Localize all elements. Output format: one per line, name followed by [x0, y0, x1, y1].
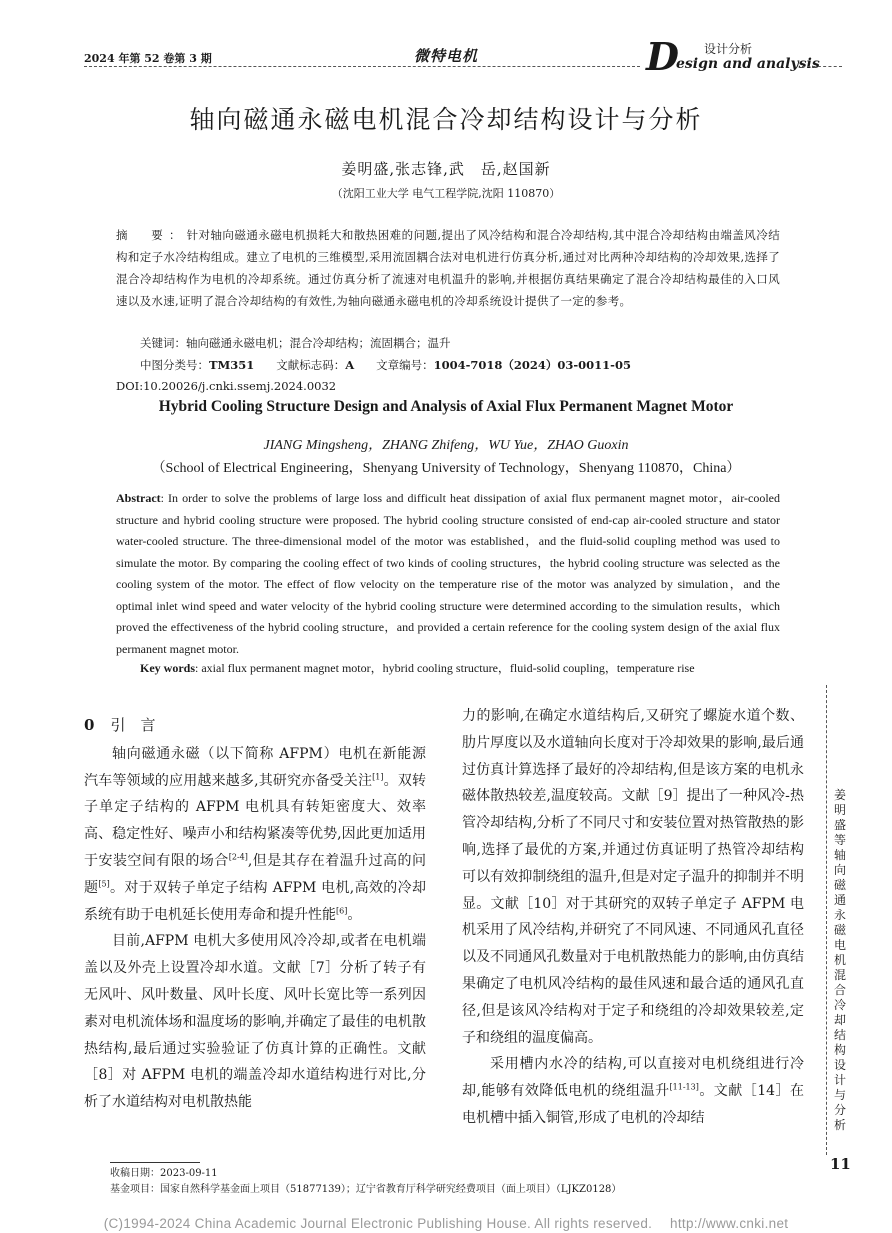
- header-divider: [802, 66, 842, 67]
- copyright-notice: (C)1994-2024 China Academic Journal Electronic Publishing House. All rights reserved. http://www.cnki.net: [103, 1216, 789, 1231]
- paragraph: [462, 1051, 804, 1131]
- keywords-cn-label: 关键词：: [140, 336, 186, 350]
- abstract-cn-text: 针对轴向磁通永磁电机损耗大和散热困难的问题,提出了风冷结构和混合冷却结构,其中混合冷却结构由端盖风冷结构和定子水冷结构组成。建立了电机的三维模型,采用流固耦合法对电机进行仿真分析,通过对比两种冷却结构的冷却效果,选择了混合冷却结构作为电机的冷却系统。通过仿真分析了流速对电机温升的影响,并根据仿真结果确定了混合冷却结构最佳的入口风速以及水速,证明了混合冷却结构的有效性,为轴向磁通永磁电机的冷却系统设计提供了一定的参考。: [116, 228, 781, 308]
- paragraph-text: 。: [347, 906, 362, 923]
- paragraph-text: 。双转子单定子结构的 AFPM 电机具有转矩密度大、效率高、稳定性好、噪声小和结构紧凑等优势,因此更加适用于安装空间有限的场合: [84, 772, 427, 869]
- header-divider: [84, 66, 640, 67]
- citation: [2-4]: [228, 852, 248, 862]
- affiliation-en: （School of Electrical Engineering，Shenyang University of Technology，Shenyang 110870，China）: [151, 461, 741, 476]
- classification-line: [140, 355, 631, 375]
- paragraph-text: 。对于双转子单定子结构 AFPM 电机,高效的冷却系统有助于电机延长使用寿命和提升性能: [84, 879, 426, 923]
- side-running-title: 姜明盛等 轴向磁通永磁电机混合冷却结构设计与分析: [833, 788, 859, 1132]
- article-no-label: 文章编号：: [376, 358, 434, 372]
- article-no-value: 1004-7018（2024）03-0011-05: [433, 358, 631, 372]
- citation: [5]: [98, 879, 110, 889]
- abstract-en-text: : In order to solve the problems of large loss and difficult heat dissipation of axial flux permanent magnet motor，air-cooled structure and hybrid cooling structure were proposed. The hybrid cooling structure consisted of end-cap air-cooled structure and stator water-cooled structure. The three-dimensional model of the motor was established，and the fluid-solid coupling method was used to simulate the motor. By comparing the cooling effect of two kinds of cooling structures，the hybrid cooling structure was selected as the cooling system of the motor. The effect of flow velocity on the temperature rise of the motor was analyzed by simulation，and the optimal inlet wind speed and water velocity of the hybrid cooling structure were determined according to the simulation results，which proved the effectiveness of the hybrid cooling structure，and provided a certain reference for the cooling system design of the axial flux permanent magnet motor.: [116, 491, 780, 656]
- paper-title-en: Hybrid Cooling Structure Design and Analysis of Axial Flux Permanent Magnet Motor: [158, 398, 734, 415]
- paragraph-text: 采用槽内水冷的结构,可以直接对电机绕组进行冷却,能够有效降低电机的绕组温升: [462, 1056, 804, 1100]
- citation: [1]: [372, 771, 384, 781]
- running-header: [84, 34, 820, 79]
- authors-en: JIANG Mingsheng，ZHANG Zhifeng，WU Yue，ZHAO Guoxin: [263, 438, 629, 453]
- paragraph-text: 。文献［14］在电机槽中插入铜管,形成了电机的冷却结: [462, 1083, 804, 1126]
- journal-name: 微特电机: [414, 47, 479, 65]
- abstract-en: [116, 488, 780, 660]
- section-letter: D: [646, 34, 679, 79]
- body-column-right: [462, 703, 804, 1132]
- section-heading: [84, 712, 426, 739]
- keywords-cn: [140, 333, 451, 353]
- doi: DOI:10.20026/j.cnki.ssemj.2024.0032: [116, 379, 337, 393]
- citation: [6]: [336, 905, 348, 915]
- section-name-cn: 设计分析: [704, 42, 753, 56]
- page-number: 11: [830, 1155, 851, 1173]
- received-date: 收稿日期：2023-09-11: [110, 1168, 218, 1179]
- footnote-divider: [110, 1162, 200, 1163]
- keywords-cn-text: 轴向磁通永磁电机；混合冷却结构；流固耦合；温升: [186, 336, 451, 350]
- clc-value: TM351: [209, 358, 255, 372]
- clc-label: 中图分类号：: [140, 358, 209, 372]
- doc-code-label: 文献标志码：: [276, 358, 346, 372]
- citation: [11-13]: [669, 1082, 699, 1092]
- issue-info: 2024 年第 52 卷第 3 期: [84, 52, 212, 65]
- authors-cn: 姜明盛,张志锋,武 岳,赵国新: [341, 160, 551, 178]
- section-number: 0: [84, 716, 95, 734]
- affiliation-cn: （沈阳工业大学 电气工程学院,沈阳 110870）: [331, 187, 561, 200]
- keywords-en: [140, 659, 780, 676]
- abstract-en-label: Abstract: [116, 491, 161, 505]
- abstract-cn: [116, 224, 780, 312]
- paragraph-text: ,但是其存在着温升过高的问题: [84, 852, 427, 896]
- section-title: 引 言: [110, 716, 156, 734]
- paragraph: [84, 741, 426, 929]
- paper-title-cn: 轴向磁通永磁电机混合冷却结构设计与分析: [189, 105, 703, 134]
- side-divider: [826, 685, 827, 1155]
- body-column-left: [84, 712, 426, 1116]
- keywords-en-text: : axial flux permanent magnet motor，hybrid cooling structure，fluid-solid coupling，temperature rise: [195, 661, 695, 675]
- keywords-en-label: Key words: [140, 661, 195, 675]
- abstract-cn-label: 摘 要：: [116, 228, 187, 242]
- section-name-en: esign and analysis: [676, 56, 820, 72]
- paragraph: 目前,AFPM 电机大多使用风冷冷却,或者在电机端盖以及外壳上设置冷却水道。文献［7］分析了转子有无风叶、风叶数量、风叶长度、风叶长宽比等一系列因素对电机流体场和温度场的影响,并确定了最佳的电机散热结构,最后通过实验验证了仿真计算的正确性。文献［8］对 AFPM 电机的端盖冷却水道结构进行对比,分析了水道结构对电机散热能: [84, 933, 426, 1111]
- doc-code-value: A: [345, 358, 355, 372]
- paragraph: 力的影响,在确定水道结构后,又研究了螺旋水道个数、肋片厚度以及水道轴向长度对于冷却效果的影响,最后通过仿真计算选择了最好的冷却结构,但是该方案的电机永磁体散热较差,温度较高。文献［9］提出了一种风冷-热管冷却结构,分析了不同尺寸和安装位置对热管散热的影响,选择了最优的方案,并通过仿真证明了热管冷却结构可以有效抑制绕组的温升,但是对定子温升的抑制并不明显。文献［10］对于其研究的双转子单定子 AFPM 电机采用了风冷结构,并研究了不同风速、不同通风孔直径以及不同通风孔数量对于电机散热能力的影响,由仿真结果确定了电机风冷结构的最佳风速和最合适的通风孔直径,但是该风冷结构对于定子和绕组的冷却效果较差,定子和绕组的温度偏高。: [462, 708, 804, 1046]
- paragraph-text: 轴向磁通永磁（以下简称 AFPM）电机在新能源汽车等领域的应用越来越多,其研究亦备受关注: [84, 745, 426, 789]
- fund-info: 基金项目：国家自然科学基金面上项目（51877139）；辽宁省教育厅科学研究经费项目（面上项目）（LJKZ0128）: [110, 1184, 622, 1195]
